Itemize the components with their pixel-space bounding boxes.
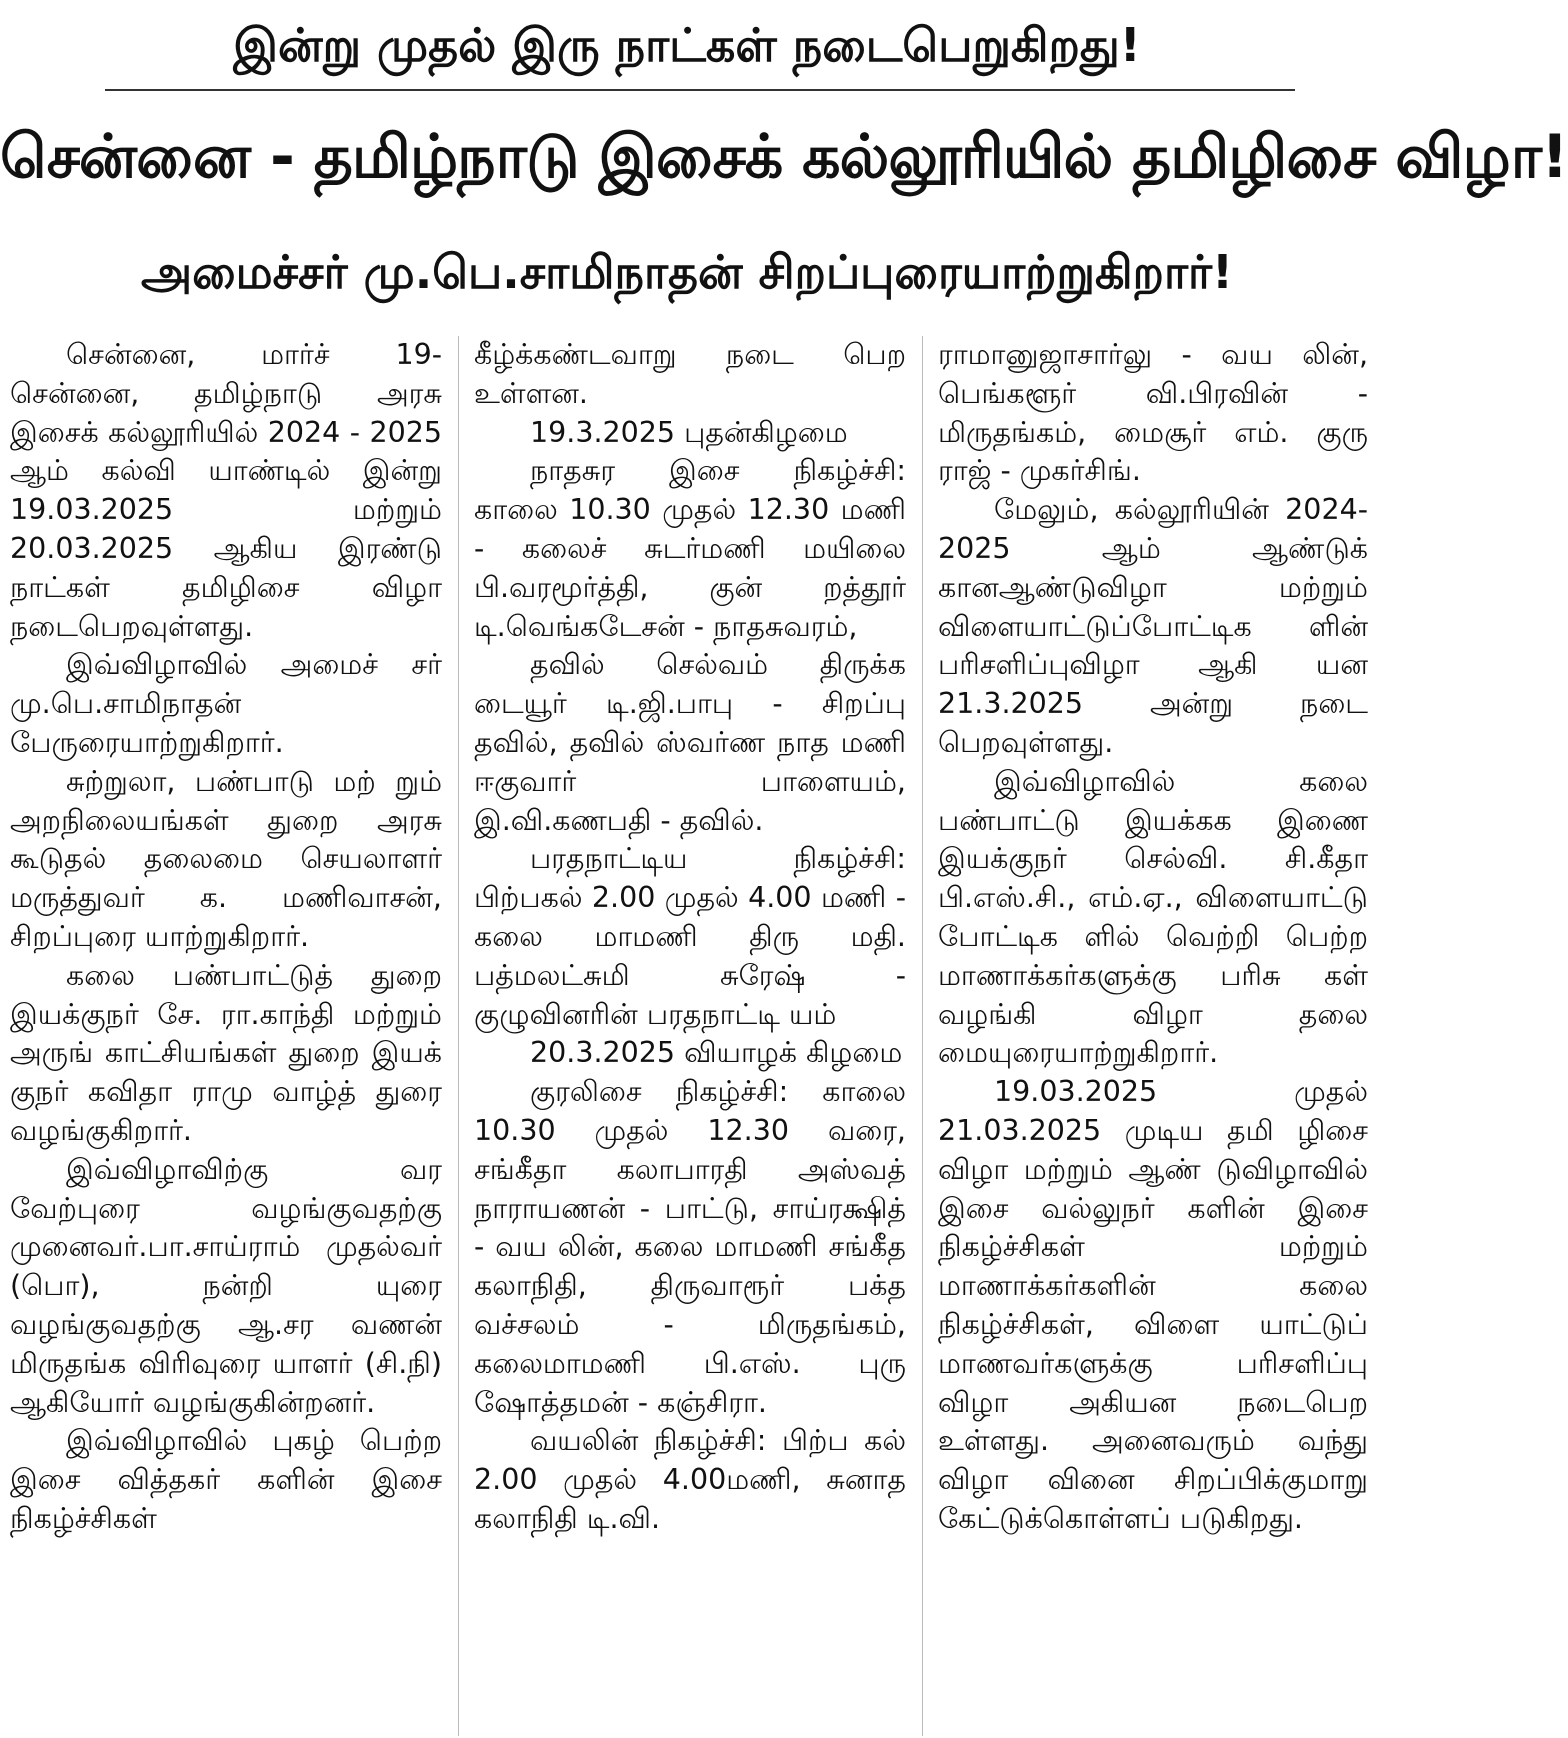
column-1-paragraph-1: சென்னை, மார்ச் 19- சென்னை, தமிழ்நாடு அரசு இசைக் கல்லூரியில் 2024 - 2025 ஆம் கல்வி யாண்டில் இன்று 19.03.2025 மற்றும் 20.03.2025 ஆகிய இரண்டு நாட்கள் தமிழிசை விழா நடைபெறவுள்ளது. [10, 338, 442, 643]
article-column-1 [10, 336, 442, 1736]
article-column-2 [474, 336, 906, 1736]
headline-top: இன்று முதல் இரு நாட்கள் நடைபெறுகிறது! [233, 18, 1141, 72]
article-column-3 [938, 336, 1368, 1736]
column-divider [922, 336, 923, 1736]
column-1-paragraph-5: இவ்விழாவிற்கு வர வேற்புரை வழங்குவதற்கு முனைவர்.பா.சாய்ராம் முதல்வர் (பொ), நன்றி யுரை வழங்குவதற்கு ஆ.சர வணன் மிருதங்க விரிவுரை யாளர் (சி.நி) ஆகியோர் வழங்குகின்றனர். [10, 1152, 442, 1419]
column-2-paragraph-4: தவில் செல்வம் திருக்க டையூர் டி.ஜி.பாபு - சிறப்பு தவில், தவில் ஸ்வர்ண நாத மணி ஈகுவார் பாளையம், இ.வி.கணபதி - தவில். [474, 648, 906, 837]
column-2-paragraph-2: 19.3.2025 புதன்கிழமை [530, 415, 848, 449]
column-3-paragraph-3: இவ்விழாவில் கலை பண்பாட்டு இயக்கக இணை இயக்குநர் செல்வி. சி.கீதா பி.எஸ்.சி., எம்.ஏ., விளையாட்டு போட்டிக ளில் வெற்றி பெற்ற மாணாக்கர்களுக்கு பரிசு கள் வழங்கி விழா தலை மையுரையாற்றுகிறார். [938, 764, 1368, 1070]
column-divider [458, 336, 459, 1736]
column-2-paragraph-8: வயலின் நிகழ்ச்சி: பிற்ப கல் 2.00 முதல் 4.00மணி, சுனாத கலாநிதி டி.வி. [474, 1424, 906, 1535]
column-2-paragraph-1: கீழ்க்கண்டவாறு நடை பெற உள்ளன. [474, 338, 906, 410]
column-1-paragraph-2: இவ்விழாவில் அமைச் சர் மு.பெ.சாமிநாதன் பேருரையாற்றுகிறார். [10, 648, 442, 759]
column-1-paragraph-3: சுற்றுலா, பண்பாடு மற் றும் அறநிலையங்கள் துறை அரசு கூடுதல் தலைமை செயலாளர் மருத்துவர் க. மணிவாசன், சிறப்புரை யாற்றுகிறார். [10, 764, 442, 953]
column-2-paragraph-7: குரலிசை நிகழ்ச்சி: காலை 10.30 முதல் 12.30 வரை, சங்கீதா கலாபாரதி அஸ்வத் நாராயணன் - பாட்டு, சாய்ரக்ஷித் - வய லின், கலை மாமணி சங்கீத கலாநிதி, திருவாரூர் பக்த வச்சலம் - மிருதங்கம், கலைமாமணி பி.எஸ். புரு ஷோத்தமன் - கஞ்சிரா. [474, 1075, 906, 1419]
column-1-paragraph-6: இவ்விழாவில் புகழ் பெற்ற இசை வித்தகர் களின் இசை நிகழ்ச்சிகள் [10, 1424, 442, 1535]
column-2-paragraph-3: நாதசுர இசை நிகழ்ச்சி: காலை 10.30 முதல் 12.30 மணி - கலைச் சுடர்மணி மயிலை பி.வரமூர்த்தி, குன் றத்தூர் டி.வெங்கடேசன் - நாதசுவரம், [474, 454, 906, 643]
column-3-paragraph-2: மேலும், கல்லூரியின் 2024-2025 ஆம் ஆண்டுக் கானஆண்டுவிழா மற்றும் விளையாட்டுப்போட்டிக ளின் பரிசளிப்புவிழா ஆகி யன 21.3.2025 அன்று நடை பெறவுள்ளது. [938, 493, 1368, 759]
column-2-paragraph-6: 20.3.2025 வியாழக் கிழமை [530, 1036, 903, 1070]
column-2-paragraph-5: பரதநாட்டிய நிகழ்ச்சி: பிற்பகல் 2.00 முதல் 4.00 மணி - கலை மாமணி திரு மதி. பத்மலட்சுமி சுரேஷ் - குழுவினரின் பரதநாட்டி யம் [474, 842, 906, 1031]
column-1-paragraph-4: கலை பண்பாட்டுத் துறை இயக்குநர் சே. ரா.காந்தி மற்றும் அருங் காட்சியங்கள் துறை இயக் குநர் கவிதா ராமு வாழ்த் துரை வழங்குகிறார். [10, 958, 442, 1147]
headline-sub: அமைச்சர் மு.பெ.சாமிநாதன் சிறப்புரையாற்றுகிறார்! [140, 245, 1233, 299]
column-3-paragraph-1: ராமானுஜாசார்லு - வய லின், பெங்களூர் வி.பிரவின் - மிருதங்கம், மைசூர் எம். குரு ராஜ் - முகர்சிங். [938, 338, 1368, 488]
column-3-paragraph-4: 19.03.2025 முதல் 21.03.2025 முடிய தமி ழிசை விழா மற்றும் ஆண் டுவிழாவில் இசை வல்லுநர் களின் இசை நிகழ்ச்சிகள் மற்றும் மாணாக்கர்களின் கலை நிகழ்ச்சிகள், விளை யாட்டுப் மாணவர்களுக்கு பரிசளிப்பு விழா அகியன நடைபெற உள்ளது. அனைவரும் வந்து விழா வினை சிறப்பிக்குமாறு கேட்டுக்கொள்ளப் படுகிறது. [938, 1075, 1368, 1535]
headline-rule [105, 89, 1295, 91]
headline-main: சென்னை - தமிழ்நாடு இசைக் கல்லூரியில் தமிழிசை விழா! [0, 122, 1568, 192]
